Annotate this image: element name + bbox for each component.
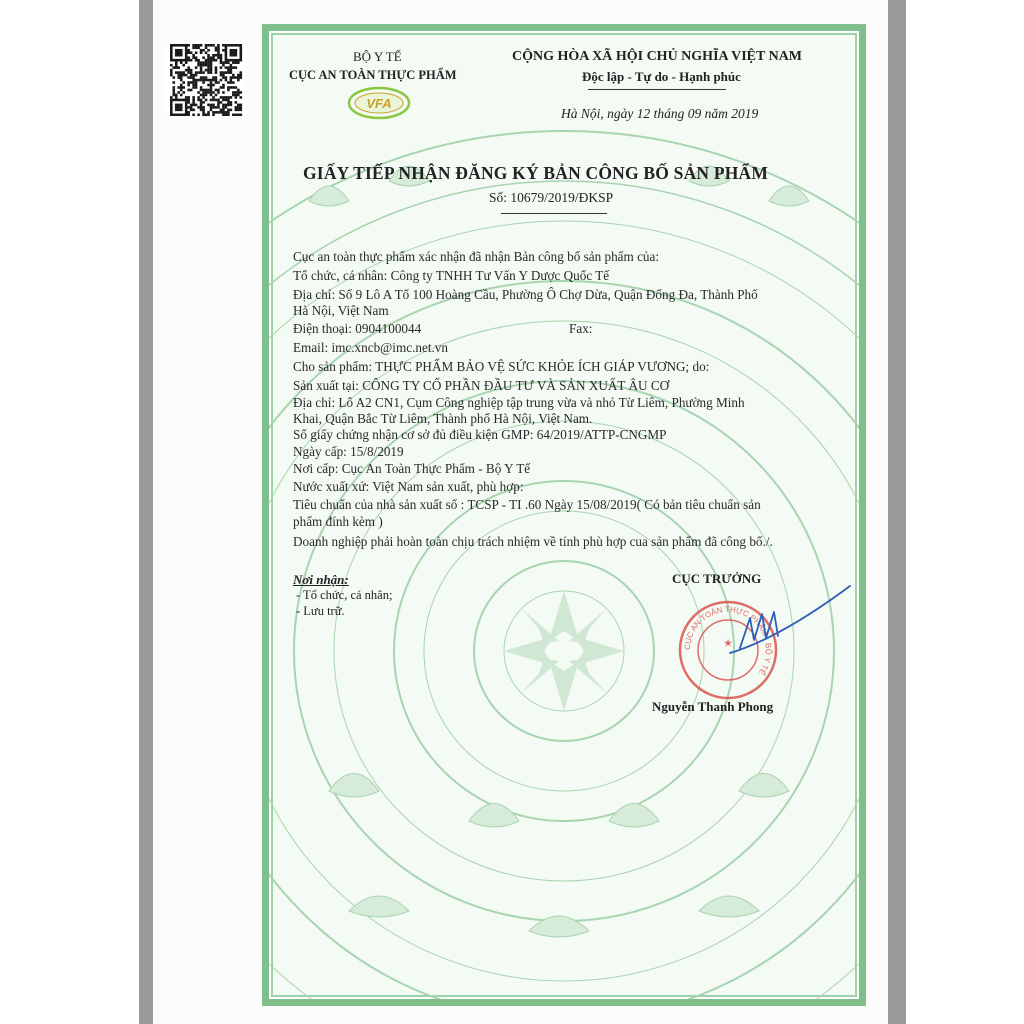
body-line: phẩm đính kèm ) bbox=[293, 514, 383, 529]
body-line: Sản xuất tại: CÔNG TY CỔ PHẦN ĐẦU TƯ VÀ SẢN XUẤT ÂU CƠ bbox=[293, 378, 670, 393]
body-line: Doanh nghiệp phải hoàn toàn chịu trách nhiệm về tính phù hợp cua sản phẩm đã công bố./. bbox=[293, 534, 773, 549]
body-line: Ngày cấp: 15/8/2019 bbox=[293, 444, 404, 459]
body-line: Cho sản phẩm: THỰC PHẨM BẢO VỆ SỨC KHỎE ÍCH GIÁP VƯƠNG; do: bbox=[293, 359, 710, 374]
body-line: Tổ chức, cá nhân: Công ty TNHH Tư Vấn Y Dược Quốc Tế bbox=[293, 268, 610, 283]
signer-position: CỤC TRƯỞNG bbox=[672, 571, 762, 586]
body-line: Số giấy chứng nhận cơ sở đủ điều kiện GMP: 64/2019/ATTP-CNGMP bbox=[293, 427, 667, 442]
recipients-label: Nơi nhận: bbox=[293, 572, 349, 587]
document-title: GIẤY TIẾP NHẬN ĐĂNG KÝ BẢN CÔNG BỐ SẢN PHẨM bbox=[303, 163, 769, 183]
body-line: Nước xuất xứ: Việt Nam sản xuất, phù hợp: bbox=[293, 479, 524, 494]
recipient-item: - Lưu trữ. bbox=[296, 604, 345, 618]
body-line: Email: imc.xncb@imc.net.vn bbox=[293, 340, 448, 355]
signer-name: Nguyễn Thanh Phong bbox=[652, 699, 774, 714]
body-line: Hà Nội, Việt Nam bbox=[293, 303, 389, 318]
svg-text:VFA: VFA bbox=[366, 96, 392, 111]
body-line: Cục an toàn thực phẩm xác nhận đã nhận Bản công bố sản phẩm của: bbox=[293, 249, 660, 264]
body-line: Địa chỉ: Số 9 Lô A Tổ 100 Hoàng Cầu, Phường Ô Chợ Dừa, Quận Đống Đa, Thành Phố bbox=[293, 287, 758, 302]
issue-date: Hà Nội, ngày 12 tháng 09 năm 2019 bbox=[561, 106, 759, 121]
signature bbox=[720, 578, 860, 668]
ministry-name: BỘ Y TẾ bbox=[353, 49, 402, 64]
body-line: Tiêu chuẩn của nhà sản xuất số : TCSP - TI .60 Ngày 15/08/2019( Có bản tiêu chuẩn sản bbox=[293, 497, 761, 512]
fax-label: Fax: bbox=[569, 321, 593, 336]
document-number: Số: 10679/2019/ĐKSP bbox=[489, 190, 614, 205]
motto-underline bbox=[588, 89, 726, 90]
national-motto: Độc lập - Tự do - Hạnh phúc bbox=[582, 69, 741, 84]
body-line: Địa chỉ: Lô A2 CN1, Cụm Công nghiệp tập trung vừa và nhỏ Từ Liêm, Phường Minh bbox=[293, 395, 745, 410]
body-line: Điện thoại: 0904100044 bbox=[293, 321, 422, 336]
country-name: CỘNG HÒA XÃ HỘI CHỦ NGHĨA VIỆT NAM bbox=[512, 49, 803, 64]
svg-text:CỤC AN TOÀN THỰC PHẨM · BỘ Y T: CỤC AN TOÀN THỰC PHẨM · BỘ Y TẾ bbox=[682, 604, 774, 677]
department-name: CỤC AN TOÀN THỰC PHẨM bbox=[289, 68, 457, 82]
svg-text:★: ★ bbox=[723, 638, 733, 648]
body-line: Nơi cấp: Cục An Toàn Thực Phẩm - Bộ Y Tế bbox=[293, 461, 531, 476]
body-line: Khai, Quận Bắc Từ Liêm, Thành phố Hà Nội, Việt Nam. bbox=[293, 411, 593, 426]
title-underline bbox=[501, 213, 607, 214]
recipient-item: - Tổ chức, cá nhân; bbox=[296, 588, 393, 602]
